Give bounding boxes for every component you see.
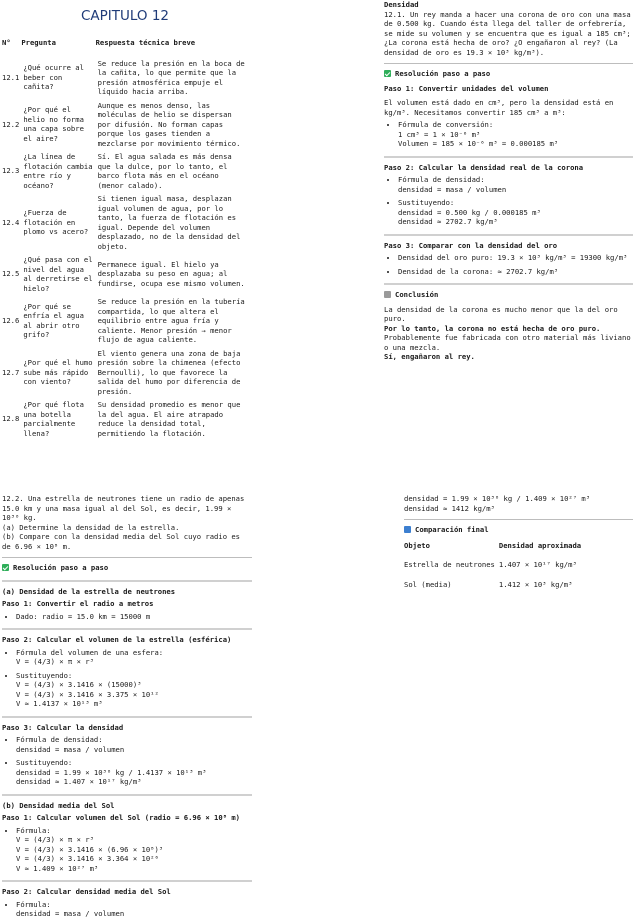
row-question: ¿Qué pasa con el nivel del agua al derretirse el hielo? [23, 255, 93, 293]
table-row [2, 253, 250, 295]
step-list [2, 900, 252, 919]
list-item: • Sustituyendo: densidad = 1.99 × 10³⁰ kg / 1.4137 × 10¹³ m³ densidad ≈ 1.407 × 10¹⁷ kg/m³ [16, 758, 252, 787]
step-list [384, 253, 633, 276]
row-question: ¿Por qué el helio no forma una capa sobre el aire? [23, 105, 84, 143]
list-item: • Densidad de la corona: ≈ 2702.7 kg/m³ [398, 267, 633, 277]
table-row [404, 556, 585, 576]
comparison-title: Comparación final [415, 525, 489, 534]
table-row [2, 150, 250, 192]
problem-statement: 12.2. Una estrella de neutrones tiene un radio de apenas 15.0 km y una masa igual al del Sol, es decir, 1.99 × 10³⁰ kg. (a) Determine la densidad de la estrella. (b) Compare con la densidad media del Sol cuyo radio es de 6.96 × 10⁸ m. [2, 494, 245, 551]
density-result: densidad = 1.99 × 10³⁰ kg / 1.409 × 10²⁷ m³ [404, 494, 591, 503]
list-item: • Fórmula de densidad: densidad = masa / volumen [16, 735, 252, 754]
row-answer: Su densidad promedio es menor que la del agua. El aire atrapado reduce la densidad total, permitiendo la flotación. [97, 400, 241, 438]
bar-chart-icon [404, 526, 411, 533]
table-row [2, 347, 250, 399]
memo-icon [384, 291, 391, 298]
row-question: ¿Qué ocurre al beber con cañita? [23, 63, 84, 92]
list-item: • Fórmula: V = (4/3) × π × r³ V = (4/3) × 3.1416 × (6.96 × 10⁸)³ V = (4/3) × 3.1416 × 3.364 × 10²⁶ V ≈ 1.409 × 10²⁷ m³ [16, 826, 252, 874]
row-number: 12.4 [2, 217, 20, 227]
row-question: ¿La línea de flotación cambia entre río y océano? [23, 152, 93, 190]
col-object: Objeto [404, 540, 430, 550]
step-list [384, 120, 633, 149]
col-answer: Respuesta técnica breve [95, 38, 196, 47]
conclusion-text: Por lo tanto, la corona no está hecha de oro puro. [384, 323, 601, 333]
table-header [404, 539, 585, 557]
check-icon [384, 70, 391, 77]
page-crown-problem [382, 0, 635, 450]
step-title: Paso 3: Calcular la densidad [2, 722, 124, 732]
conclusion-text: La densidad de la corona es mucho menor que la del oro puro. [384, 304, 618, 323]
row-question: ¿Por qué se enfría el agua al abrir otro grifo? [23, 301, 84, 340]
list-item: • Sustituyendo: V = (4/3) × 3.1416 × (15000)³ V = (4/3) × 3.1416 × 3.375 × 10¹² V ≈ 1.4137 × 10¹³ m³ [16, 671, 252, 709]
step-list [2, 735, 252, 787]
density-result: densidad ≈ 1412 kg/m³ [404, 503, 495, 513]
list-item: • Fórmula de densidad: densidad = masa / volumen [398, 175, 633, 194]
step-title: Paso 2: Calcular el volumen de la estrella (esférica) [2, 635, 232, 644]
section-heading: Densidad [384, 0, 419, 9]
resolution-title: Resolución paso a paso [13, 563, 109, 572]
page-chapter-table [0, 0, 378, 450]
row-question: ¿Por qué flota una botella parcialmente llena? [23, 400, 84, 438]
row-answer: Si tienen igual masa, desplazan igual volumen de agua, por lo tanto, la fuerza de flotación es igual. Depende del volumen desplazado, no de la densidad del objeto. [97, 194, 241, 251]
list-item: • Sustituyendo: densidad = 0.500 kg / 0.000185 m³ densidad ≈ 2702.7 kg/m³ [398, 198, 633, 227]
part-title: (b) Densidad media del Sol [2, 800, 115, 810]
step-title: Paso 2: Calcular la densidad real de la corona [384, 162, 584, 172]
row-number: 12.7 [2, 367, 20, 377]
cell-object: Estrella de neutrones [404, 560, 495, 569]
step-list [384, 175, 633, 227]
step-title: Paso 2: Calcular densidad media del Sol [2, 887, 171, 896]
problem-statement: 12.1. Un rey manda a hacer una corona de oro con una masa de 0.500 kg. Cuando ésta llega del taller de orfebrería, se mide su volumen y se encuentra que es igual a 185 cm³; ¿La corona está hecha de oro? ¿O engañaron al rey? (La densidad de oro es 19.3 × 10³ kg/m³). [384, 9, 631, 57]
list-item: • Fórmula del volumen de una esfera: V = (4/3) × π × r³ [16, 648, 252, 667]
row-number: 12.1 [2, 72, 20, 82]
check-icon [2, 564, 9, 571]
table-row [2, 295, 250, 347]
table-row [2, 57, 250, 99]
row-answer: Se reduce la presión en la boca de la cañita, lo que permite que la presión atmosférica empuje el líquido hacia arriba. [97, 58, 245, 96]
table-row [2, 192, 250, 253]
table-header [2, 38, 250, 57]
row-number: 12.8 [2, 414, 20, 424]
page-neutron-star [0, 494, 378, 918]
page-comparison [382, 494, 635, 902]
row-answer: El viento genera una zona de baja presión sobre la chimenea (efecto Bernoulli), lo que favorece la salida del humo por diferencia de presión. [97, 348, 241, 396]
part-title: (a) Densidad de la estrella de neutrones [2, 586, 176, 596]
row-number: 12.3 [2, 166, 20, 176]
row-answer: Se reduce la presión en la tubería compartida, lo que altera el equilibrio entre agua fría y caliente. Menor presión → menor flujo de agua caliente. [97, 297, 245, 344]
col-question: Pregunta [21, 38, 56, 47]
col-density: Densidad aproximada [498, 540, 582, 550]
step-title: Paso 1: Convertir el radio a metros [2, 599, 154, 608]
row-question: ¿Por qué el humo sube más rápido con viento? [23, 358, 93, 386]
list-item: • Fórmula de conversión: 1 cm³ = 1 × 10⁻⁶ m³ Volumen = 185 × 10⁻⁶ m³ = 0.000185 m³ [398, 120, 633, 149]
step-list [2, 826, 252, 874]
col-number: N° [2, 38, 11, 47]
conclusion-text: Probablemente fue fabricada con otro material más liviano o una mezcla. [384, 333, 631, 352]
conclusion-text: Sí, engañaron al rey. [384, 352, 475, 361]
list-item: • Fórmula: densidad = masa / volumen [16, 900, 252, 919]
table-row [2, 99, 250, 151]
step-title: Paso 1: Convertir unidades del volumen [384, 83, 549, 93]
row-answer: Aunque es menos denso, las moléculas de helio se dispersan por difusión. No forman capas porque los gases tienden a mezclarse por movimiento térmico. [97, 100, 241, 148]
cell-object: Sol (media) [404, 579, 452, 589]
step-text: El volumen está dado en cm³, pero la densidad está en kg/m³. Necesitamos convertir 185 cm³ a m³: [384, 98, 614, 117]
chapter-title: CAPITULO 12 [80, 8, 170, 24]
table-row [2, 398, 250, 440]
list-item: • Dado: radio = 15.0 km = 15000 m [16, 612, 252, 622]
conclusion-title: Conclusión [395, 290, 439, 299]
cell-density: 1.412 × 10³ kg/m³ [498, 579, 573, 589]
row-question: ¿Fuerza de flotación en plomo vs acero? [23, 208, 89, 237]
step-title: Paso 1: Calcular volumen del Sol (radio = 6.96 × 10⁸ m) [2, 813, 240, 822]
step-title: Paso 3: Comparar con la densidad del oro [384, 240, 558, 250]
row-number: 12.5 [2, 269, 20, 279]
table-row [404, 576, 585, 596]
qa-table [2, 38, 250, 440]
step-list [2, 612, 252, 622]
row-answer: Sí. El agua salada es más densa que la dulce, por lo tanto, el barco flota más en el océano (menor calado). [97, 152, 232, 190]
row-number: 12.6 [2, 316, 20, 325]
step-list [2, 648, 252, 709]
comparison-table [404, 539, 585, 596]
resolution-title: Resolución paso a paso [395, 69, 491, 78]
cell-density: 1.407 × 10¹⁷ kg/m³ [498, 560, 577, 569]
row-answer: Permanece igual. El hielo ya desplazaba su peso en agua; al fundirse, ocupa ese mismo volumen. [97, 259, 245, 288]
list-item: • Densidad del oro puro: 19.3 × 10³ kg/m³ = 19300 kg/m³ [398, 253, 633, 263]
row-number: 12.2 [2, 119, 20, 129]
